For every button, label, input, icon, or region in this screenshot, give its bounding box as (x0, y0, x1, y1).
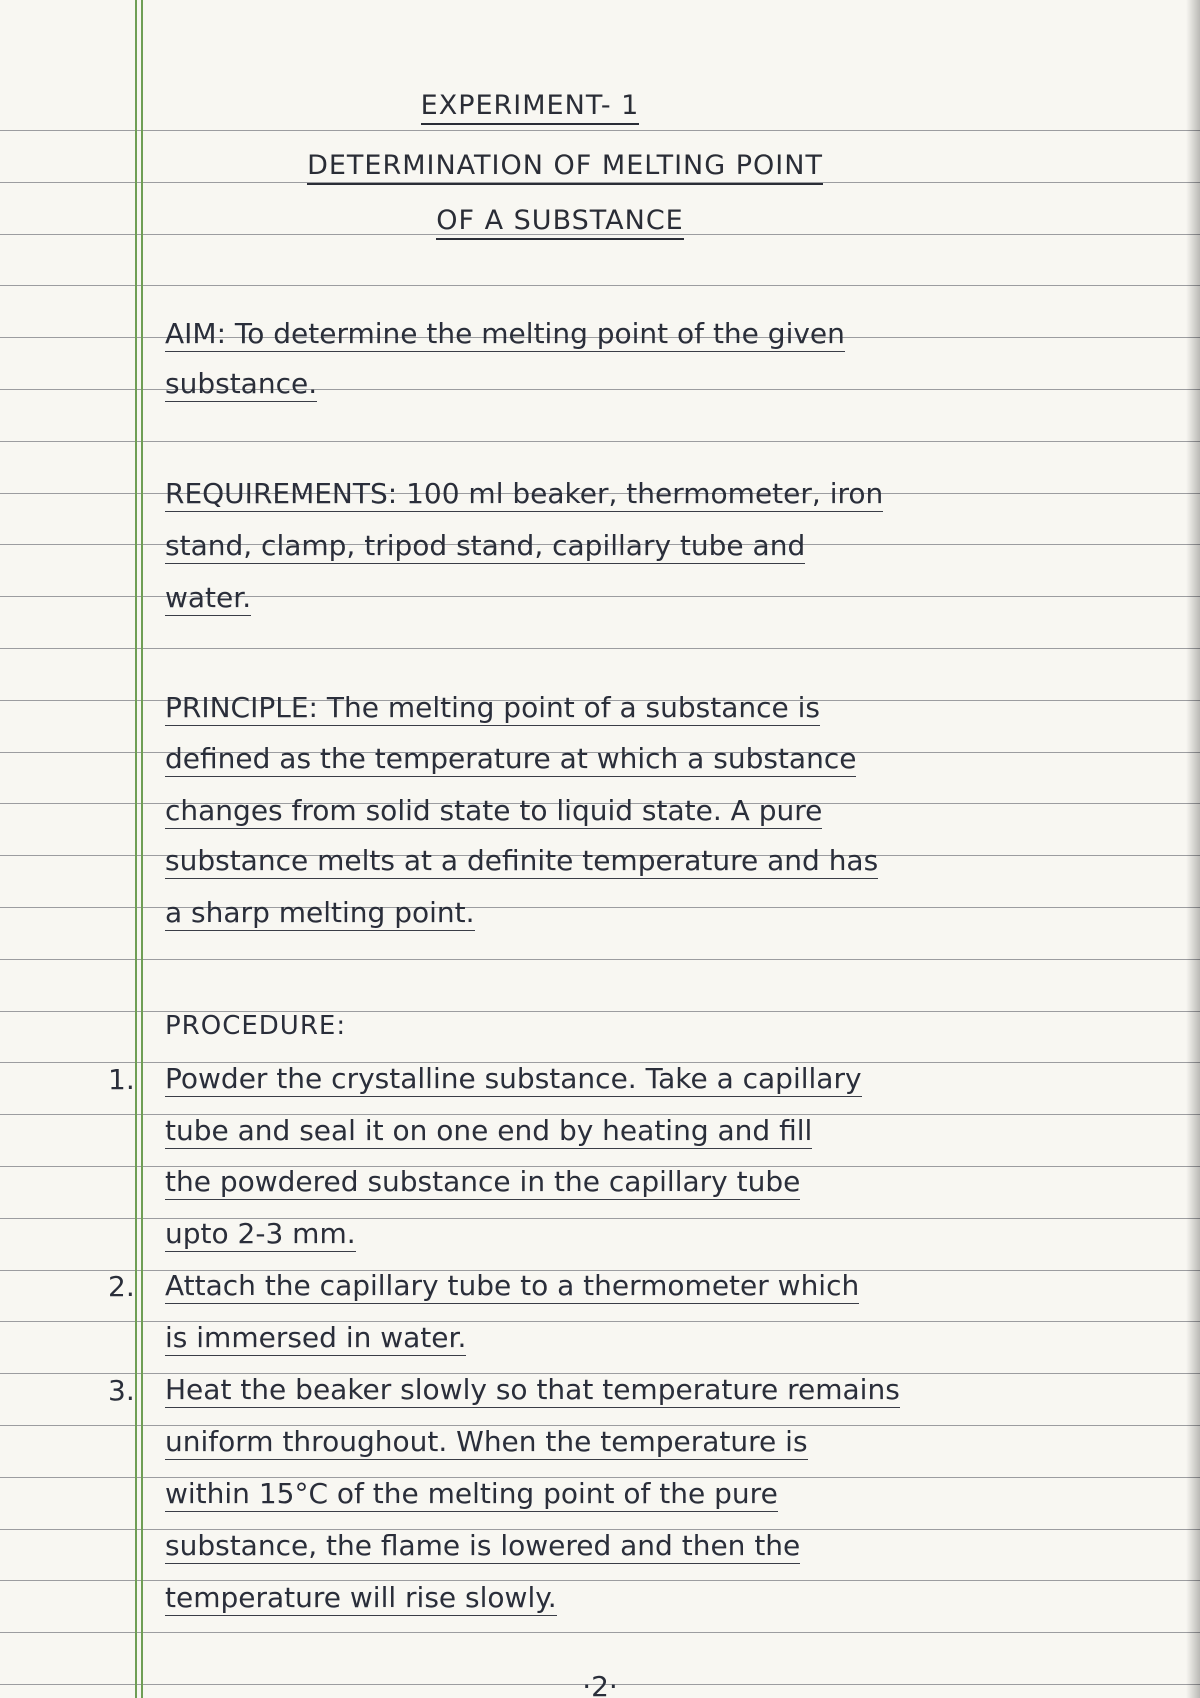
experiment-title: EXPERIMENT- 1 (0, 90, 1130, 121)
step-1-line-4: upto 2-3 mm. (165, 1217, 356, 1250)
step-3-line-4: substance, the flame is lowered and then the (165, 1529, 801, 1562)
procedure-heading: PROCEDURE: (165, 1011, 347, 1041)
principle-line-3: changes from solid state to liquid state. A pure (165, 794, 823, 827)
ruled-line (0, 130, 1200, 131)
heading-line-1: DETERMINATION OF MELTING POINT (0, 150, 1165, 181)
step-3-line-2: uniform throughout. When the temperature is (165, 1425, 808, 1458)
step-1-line-3: the powdered substance in the capillary tube (165, 1165, 801, 1198)
aim-line-1: AIM: To determine the melting point of the given (165, 317, 845, 350)
principle-line-5: a sharp melting point. (165, 896, 475, 929)
margin-line-right (141, 0, 143, 1698)
step-2-number: 2. (108, 1270, 135, 1303)
page-edge-shadow (1186, 0, 1200, 1698)
principle-line-1: PRINCIPLE: The melting point of a substance is (165, 691, 821, 724)
ruled-line (0, 285, 1200, 286)
principle-line-4: substance melts at a definite temperature and has (165, 844, 879, 877)
step-1-line-2: tube and seal it on one end by heating and fill (165, 1114, 813, 1147)
step-3-line-3: within 15°C of the melting point of the pure (165, 1477, 778, 1510)
requirements-line-3: water. (165, 581, 252, 614)
ruled-line (0, 959, 1200, 960)
ruled-line (0, 441, 1200, 442)
step-1-number: 1. (108, 1063, 135, 1096)
requirements-line-1: REQUIREMENTS: 100 ml beaker, thermometer, iron (165, 477, 884, 510)
requirements-line-2: stand, clamp, tripod stand, capillary tube and (165, 529, 806, 562)
margin-line-left (135, 0, 137, 1698)
ruled-line (0, 648, 1200, 649)
principle-line-2: defined as the temperature at which a substance (165, 742, 857, 775)
ruled-line (0, 1632, 1200, 1633)
aim-line-2: substance. (165, 367, 318, 400)
page-number: ·2· (582, 1670, 618, 1698)
step-3-line-1: Heat the beaker slowly so that temperature remains (165, 1373, 900, 1406)
step-3-number: 3. (108, 1374, 135, 1407)
step-2-line-2: is immersed in water. (165, 1321, 467, 1354)
heading-line-2: OF A SUBSTANCE (0, 205, 1160, 236)
step-2-line-1: Attach the capillary tube to a thermometer which (165, 1269, 860, 1302)
step-1-line-1: Powder the crystalline substance. Take a capillary (165, 1062, 862, 1095)
step-3-line-5: temperature will rise slowly. (165, 1581, 557, 1614)
